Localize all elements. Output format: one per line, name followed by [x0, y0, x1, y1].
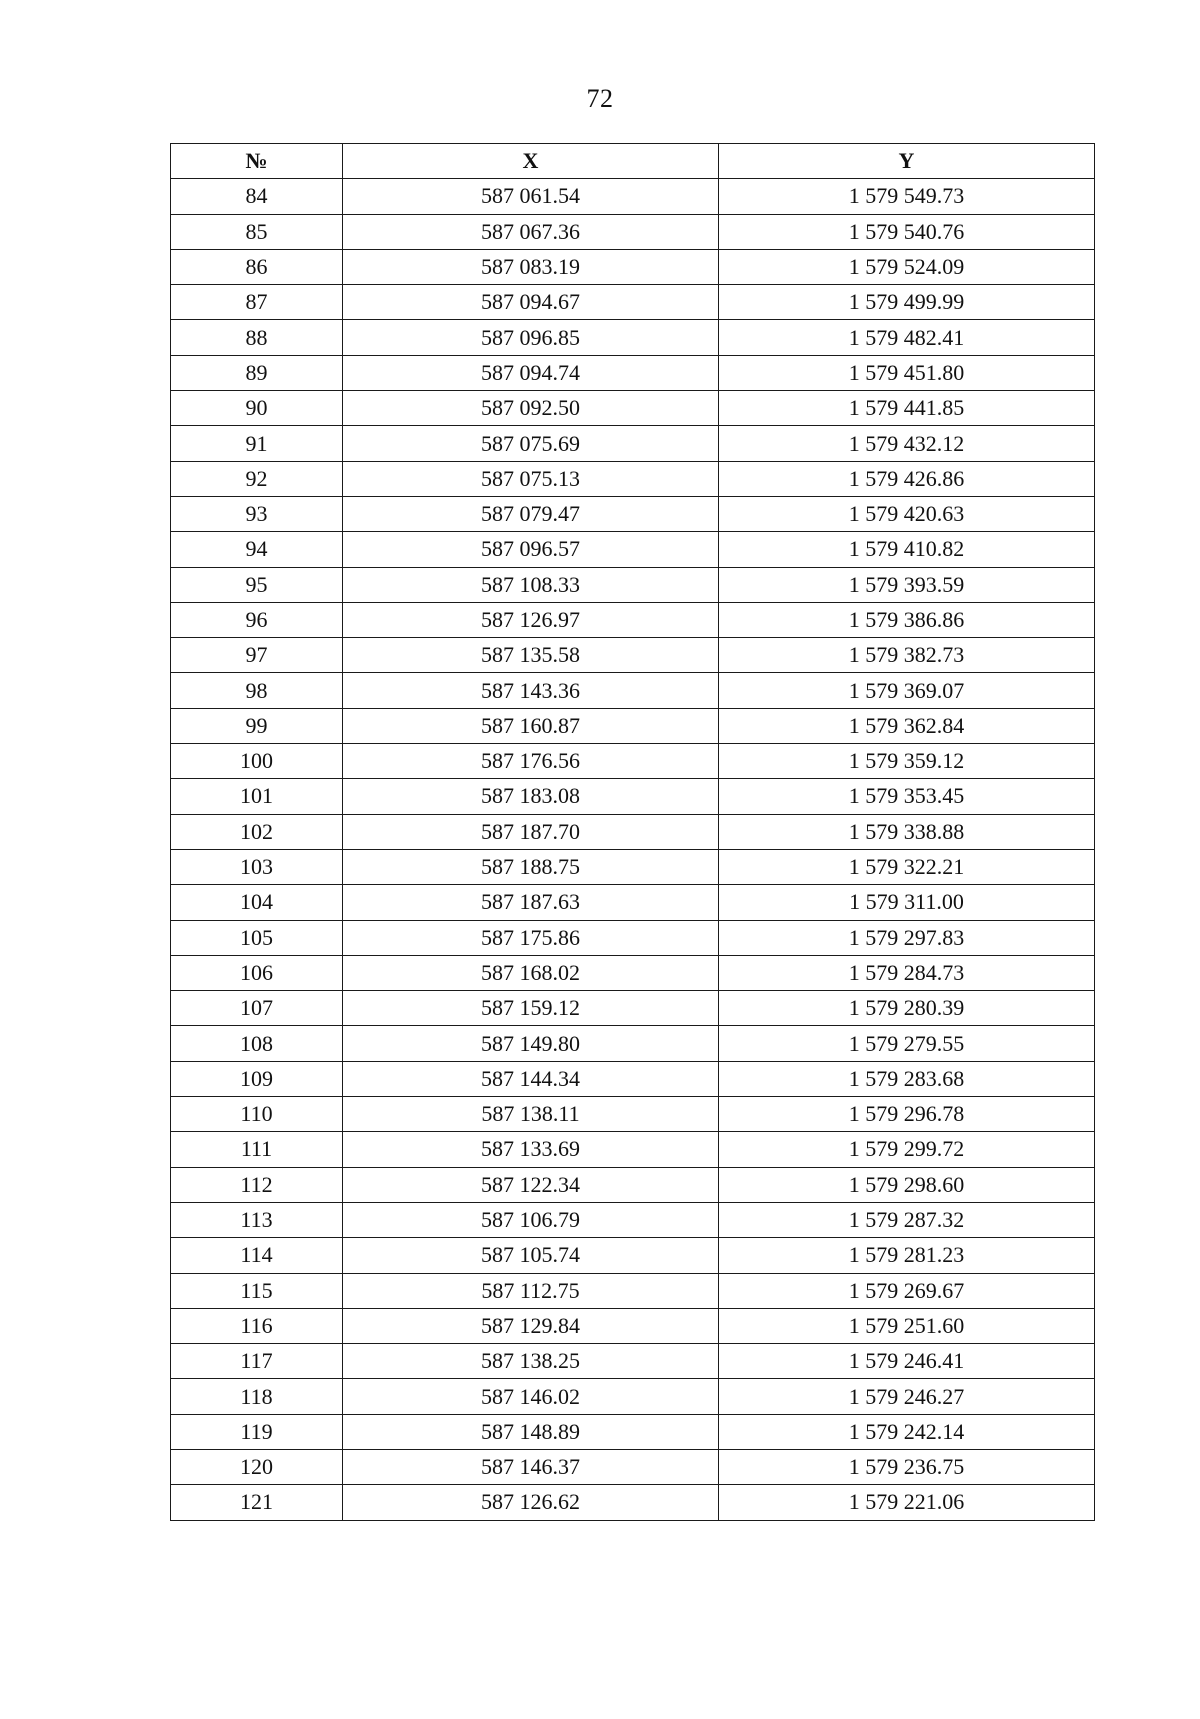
x-coordinate-cell: 587 112.75: [343, 1273, 719, 1308]
y-coordinate-cell: 1 579 359.12: [719, 744, 1095, 779]
x-coordinate-cell: 587 133.69: [343, 1132, 719, 1167]
x-coordinate-cell: 587 187.63: [343, 885, 719, 920]
y-coordinate-cell: 1 579 296.78: [719, 1097, 1095, 1132]
table-row: [171, 1379, 1095, 1414]
table-row: [171, 179, 1095, 214]
table-row: [171, 638, 1095, 673]
point-number-cell: 111: [171, 1132, 343, 1167]
table-row: [171, 532, 1095, 567]
page-number: 72: [586, 84, 614, 113]
x-coordinate-cell: 587 061.54: [343, 179, 719, 214]
point-number-cell: 95: [171, 567, 343, 602]
x-coordinate-cell: 587 144.34: [343, 1061, 719, 1096]
y-coordinate-cell: 1 579 298.60: [719, 1167, 1095, 1202]
point-number-cell: 97: [171, 638, 343, 673]
y-coordinate-cell: 1 579 242.14: [719, 1414, 1095, 1449]
point-number-cell: 84: [171, 179, 343, 214]
table-row: [171, 391, 1095, 426]
point-number-cell: 117: [171, 1344, 343, 1379]
table-row: [171, 602, 1095, 637]
x-coordinate-cell: 587 176.56: [343, 744, 719, 779]
x-coordinate-cell: 587 175.86: [343, 920, 719, 955]
table-row: [171, 426, 1095, 461]
x-coordinate-cell: 587 105.74: [343, 1238, 719, 1273]
table-row: [171, 1026, 1095, 1061]
x-coordinate-cell: 587 129.84: [343, 1308, 719, 1343]
x-coordinate-cell: 587 135.58: [343, 638, 719, 673]
y-coordinate-cell: 1 579 426.86: [719, 461, 1095, 496]
y-coordinate-cell: 1 579 236.75: [719, 1449, 1095, 1484]
x-coordinate-cell: 587 146.37: [343, 1449, 719, 1484]
table-row: [171, 708, 1095, 743]
x-coordinate-cell: 587 168.02: [343, 955, 719, 990]
x-coordinate-cell: 587 148.89: [343, 1414, 719, 1449]
table-row: [171, 496, 1095, 531]
point-number-cell: 103: [171, 849, 343, 884]
point-number-cell: 104: [171, 885, 343, 920]
x-coordinate-cell: 587 092.50: [343, 391, 719, 426]
x-coordinate-cell: 587 075.69: [343, 426, 719, 461]
point-number-cell: 119: [171, 1414, 343, 1449]
x-coordinate-cell: 587 159.12: [343, 991, 719, 1026]
point-number-cell: 87: [171, 285, 343, 320]
y-coordinate-cell: 1 579 410.82: [719, 532, 1095, 567]
point-number-cell: 108: [171, 1026, 343, 1061]
table-row: [171, 1308, 1095, 1343]
table-row: [171, 1449, 1095, 1484]
y-coordinate-cell: 1 579 246.41: [719, 1344, 1095, 1379]
table-row: [171, 1202, 1095, 1237]
point-number-cell: 113: [171, 1202, 343, 1237]
y-coordinate-cell: 1 579 382.73: [719, 638, 1095, 673]
x-coordinate-cell: 587 187.70: [343, 814, 719, 849]
y-coordinate-cell: 1 579 281.23: [719, 1238, 1095, 1273]
point-number-cell: 110: [171, 1097, 343, 1132]
point-number-cell: 89: [171, 355, 343, 390]
table-row: [171, 567, 1095, 602]
table-row: [171, 355, 1095, 390]
y-coordinate-cell: 1 579 284.73: [719, 955, 1095, 990]
x-coordinate-cell: 587 075.13: [343, 461, 719, 496]
table-row: [171, 1097, 1095, 1132]
point-number-cell: 100: [171, 744, 343, 779]
point-number-cell: 118: [171, 1379, 343, 1414]
table-row: [171, 1273, 1095, 1308]
x-coordinate-cell: 587 096.57: [343, 532, 719, 567]
table-row: [171, 461, 1095, 496]
table-row: [171, 744, 1095, 779]
table-header-row: [171, 144, 1095, 179]
table-row: [171, 1132, 1095, 1167]
table-row: [171, 1167, 1095, 1202]
y-coordinate-cell: 1 579 279.55: [719, 1026, 1095, 1061]
coordinates-table: [170, 143, 1095, 1521]
y-coordinate-cell: 1 579 280.39: [719, 991, 1095, 1026]
point-number-cell: 93: [171, 496, 343, 531]
x-coordinate-cell: 587 067.36: [343, 214, 719, 249]
x-coordinate-cell: 587 138.25: [343, 1344, 719, 1379]
table-row: [171, 1414, 1095, 1449]
table-row: [171, 249, 1095, 284]
table-row: [171, 1061, 1095, 1096]
point-number-cell: 90: [171, 391, 343, 426]
point-number-cell: 98: [171, 673, 343, 708]
y-coordinate-cell: 1 579 287.32: [719, 1202, 1095, 1237]
point-number-cell: 92: [171, 461, 343, 496]
point-number-cell: 102: [171, 814, 343, 849]
y-coordinate-cell: 1 579 549.73: [719, 179, 1095, 214]
header-x: X: [343, 144, 719, 179]
x-coordinate-cell: 587 138.11: [343, 1097, 719, 1132]
point-number-cell: 91: [171, 426, 343, 461]
y-coordinate-cell: 1 579 311.00: [719, 885, 1095, 920]
y-coordinate-cell: 1 579 386.86: [719, 602, 1095, 637]
x-coordinate-cell: 587 126.62: [343, 1485, 719, 1520]
y-coordinate-cell: 1 579 322.21: [719, 849, 1095, 884]
x-coordinate-cell: 587 083.19: [343, 249, 719, 284]
x-coordinate-cell: 587 122.34: [343, 1167, 719, 1202]
y-coordinate-cell: 1 579 269.67: [719, 1273, 1095, 1308]
y-coordinate-cell: 1 579 283.68: [719, 1061, 1095, 1096]
point-number-cell: 85: [171, 214, 343, 249]
x-coordinate-cell: 587 149.80: [343, 1026, 719, 1061]
table-body: [171, 179, 1095, 1520]
x-coordinate-cell: 587 160.87: [343, 708, 719, 743]
x-coordinate-cell: 587 143.36: [343, 673, 719, 708]
point-number-cell: 86: [171, 249, 343, 284]
x-coordinate-cell: 587 094.74: [343, 355, 719, 390]
y-coordinate-cell: 1 579 441.85: [719, 391, 1095, 426]
point-number-cell: 114: [171, 1238, 343, 1273]
y-coordinate-cell: 1 579 499.99: [719, 285, 1095, 320]
y-coordinate-cell: 1 579 338.88: [719, 814, 1095, 849]
point-number-cell: 105: [171, 920, 343, 955]
y-coordinate-cell: 1 579 420.63: [719, 496, 1095, 531]
table-row: [171, 320, 1095, 355]
table-row: [171, 779, 1095, 814]
point-number-cell: 94: [171, 532, 343, 567]
point-number-cell: 116: [171, 1308, 343, 1343]
table-row: [171, 1238, 1095, 1273]
table-row: [171, 885, 1095, 920]
point-number-cell: 101: [171, 779, 343, 814]
y-coordinate-cell: 1 579 297.83: [719, 920, 1095, 955]
point-number-cell: 107: [171, 991, 343, 1026]
y-coordinate-cell: 1 579 482.41: [719, 320, 1095, 355]
y-coordinate-cell: 1 579 393.59: [719, 567, 1095, 602]
table-row: [171, 673, 1095, 708]
x-coordinate-cell: 587 106.79: [343, 1202, 719, 1237]
y-coordinate-cell: 1 579 540.76: [719, 214, 1095, 249]
header-number: №: [171, 144, 343, 179]
y-coordinate-cell: 1 579 432.12: [719, 426, 1095, 461]
y-coordinate-cell: 1 579 451.80: [719, 355, 1095, 390]
y-coordinate-cell: 1 579 251.60: [719, 1308, 1095, 1343]
y-coordinate-cell: 1 579 524.09: [719, 249, 1095, 284]
x-coordinate-cell: 587 183.08: [343, 779, 719, 814]
point-number-cell: 99: [171, 708, 343, 743]
table-row: [171, 214, 1095, 249]
x-coordinate-cell: 587 108.33: [343, 567, 719, 602]
table-row: [171, 991, 1095, 1026]
table-row: [171, 955, 1095, 990]
y-coordinate-cell: 1 579 353.45: [719, 779, 1095, 814]
table-row: [171, 920, 1095, 955]
x-coordinate-cell: 587 146.02: [343, 1379, 719, 1414]
y-coordinate-cell: 1 579 246.27: [719, 1379, 1095, 1414]
point-number-cell: 106: [171, 955, 343, 990]
x-coordinate-cell: 587 096.85: [343, 320, 719, 355]
y-coordinate-cell: 1 579 362.84: [719, 708, 1095, 743]
table-row: [171, 1485, 1095, 1520]
point-number-cell: 96: [171, 602, 343, 637]
table-row: [171, 849, 1095, 884]
table-row: [171, 814, 1095, 849]
y-coordinate-cell: 1 579 221.06: [719, 1485, 1095, 1520]
x-coordinate-cell: 587 188.75: [343, 849, 719, 884]
point-number-cell: 121: [171, 1485, 343, 1520]
x-coordinate-cell: 587 094.67: [343, 285, 719, 320]
point-number-cell: 112: [171, 1167, 343, 1202]
point-number-cell: 109: [171, 1061, 343, 1096]
table-row: [171, 1344, 1095, 1379]
y-coordinate-cell: 1 579 369.07: [719, 673, 1095, 708]
x-coordinate-cell: 587 079.47: [343, 496, 719, 531]
header-y: Y: [719, 144, 1095, 179]
table-row: [171, 285, 1095, 320]
point-number-cell: 120: [171, 1449, 343, 1484]
point-number-cell: 88: [171, 320, 343, 355]
x-coordinate-cell: 587 126.97: [343, 602, 719, 637]
point-number-cell: 115: [171, 1273, 343, 1308]
y-coordinate-cell: 1 579 299.72: [719, 1132, 1095, 1167]
